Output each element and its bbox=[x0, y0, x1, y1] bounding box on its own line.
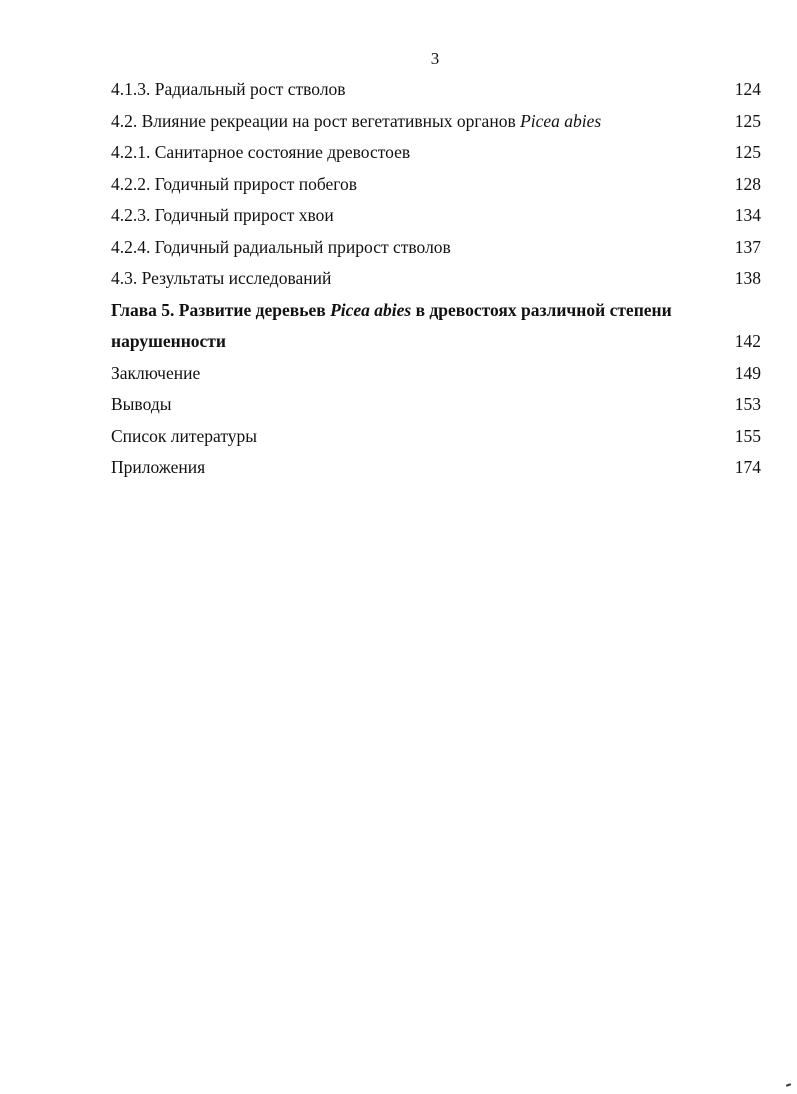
table-of-contents bbox=[111, 78, 761, 488]
toc-entry-conclusion bbox=[111, 362, 761, 394]
toc-entry-page: 137 bbox=[734, 236, 761, 257]
toc-entry-chapter-5-line2 bbox=[111, 330, 761, 362]
toc-entry-title-text-after: в древостоях различной степени bbox=[411, 299, 672, 320]
toc-entry-page: 149 bbox=[734, 362, 761, 383]
toc-entry-4-3 bbox=[111, 267, 761, 299]
toc-entry-4-2-1 bbox=[111, 141, 761, 173]
toc-entry-page: 125 bbox=[734, 142, 761, 162]
toc-entry-4-1-3 bbox=[111, 78, 761, 110]
toc-entry-4-2-4 bbox=[111, 236, 761, 268]
toc-entry-page: 153 bbox=[734, 394, 761, 414]
toc-entry-4-2 bbox=[111, 110, 761, 142]
toc-entry-title bbox=[111, 110, 601, 132]
toc-entry-chapter-5-line1 bbox=[111, 299, 761, 331]
toc-entry-title: 4.1.3. Радиальный рост стволов bbox=[111, 79, 346, 99]
toc-entry-title: 4.3. Результаты исследований bbox=[111, 268, 332, 288]
toc-entry-page: 125 bbox=[734, 110, 761, 131]
toc-entry-title: Список литературы bbox=[111, 425, 258, 446]
toc-entry-title: Заключение bbox=[111, 362, 201, 383]
scan-mark bbox=[786, 1083, 791, 1087]
toc-entry-title: Приложения bbox=[111, 457, 206, 477]
toc-entry-title bbox=[111, 299, 672, 321]
toc-entry-title-continued: нарушенности bbox=[111, 331, 226, 351]
toc-entry-page: 128 bbox=[734, 173, 761, 194]
toc-entry-title: 4.2.3. Годичный прирост хвои bbox=[111, 205, 334, 225]
toc-entry-appendices bbox=[111, 456, 761, 488]
toc-entry-page: 174 bbox=[734, 457, 761, 477]
toc-entry-title: 4.2.1. Санитарное состояние древостоев bbox=[111, 142, 411, 162]
toc-entry-title-text: Глава 5. Развитие деревьев bbox=[111, 299, 331, 320]
toc-entry-page: 155 bbox=[734, 425, 761, 446]
toc-entry-title: 4.2.4. Годичный радиальный прирост стволов bbox=[111, 236, 451, 257]
page-number: 3 bbox=[430, 49, 440, 68]
toc-entry-title: Выводы bbox=[111, 394, 172, 414]
toc-entry-4-2-3 bbox=[111, 204, 761, 236]
toc-entry-page: 138 bbox=[734, 268, 761, 288]
toc-entry-page: 124 bbox=[734, 79, 761, 99]
toc-entry-title-species: Picea abies bbox=[520, 110, 602, 131]
toc-entry-page: 142 bbox=[734, 331, 761, 351]
toc-entry-findings bbox=[111, 393, 761, 425]
toc-entry-title: 4.2.2. Годичный прирост побегов bbox=[111, 173, 358, 194]
toc-entry-page: 134 bbox=[734, 205, 761, 225]
toc-entry-title-species: Picea abies bbox=[330, 299, 412, 320]
toc-entry-title-text: 4.2. Влияние рекреации на рост вегетативных органов bbox=[111, 110, 521, 131]
toc-entry-4-2-2 bbox=[111, 173, 761, 205]
toc-entry-references bbox=[111, 425, 761, 457]
